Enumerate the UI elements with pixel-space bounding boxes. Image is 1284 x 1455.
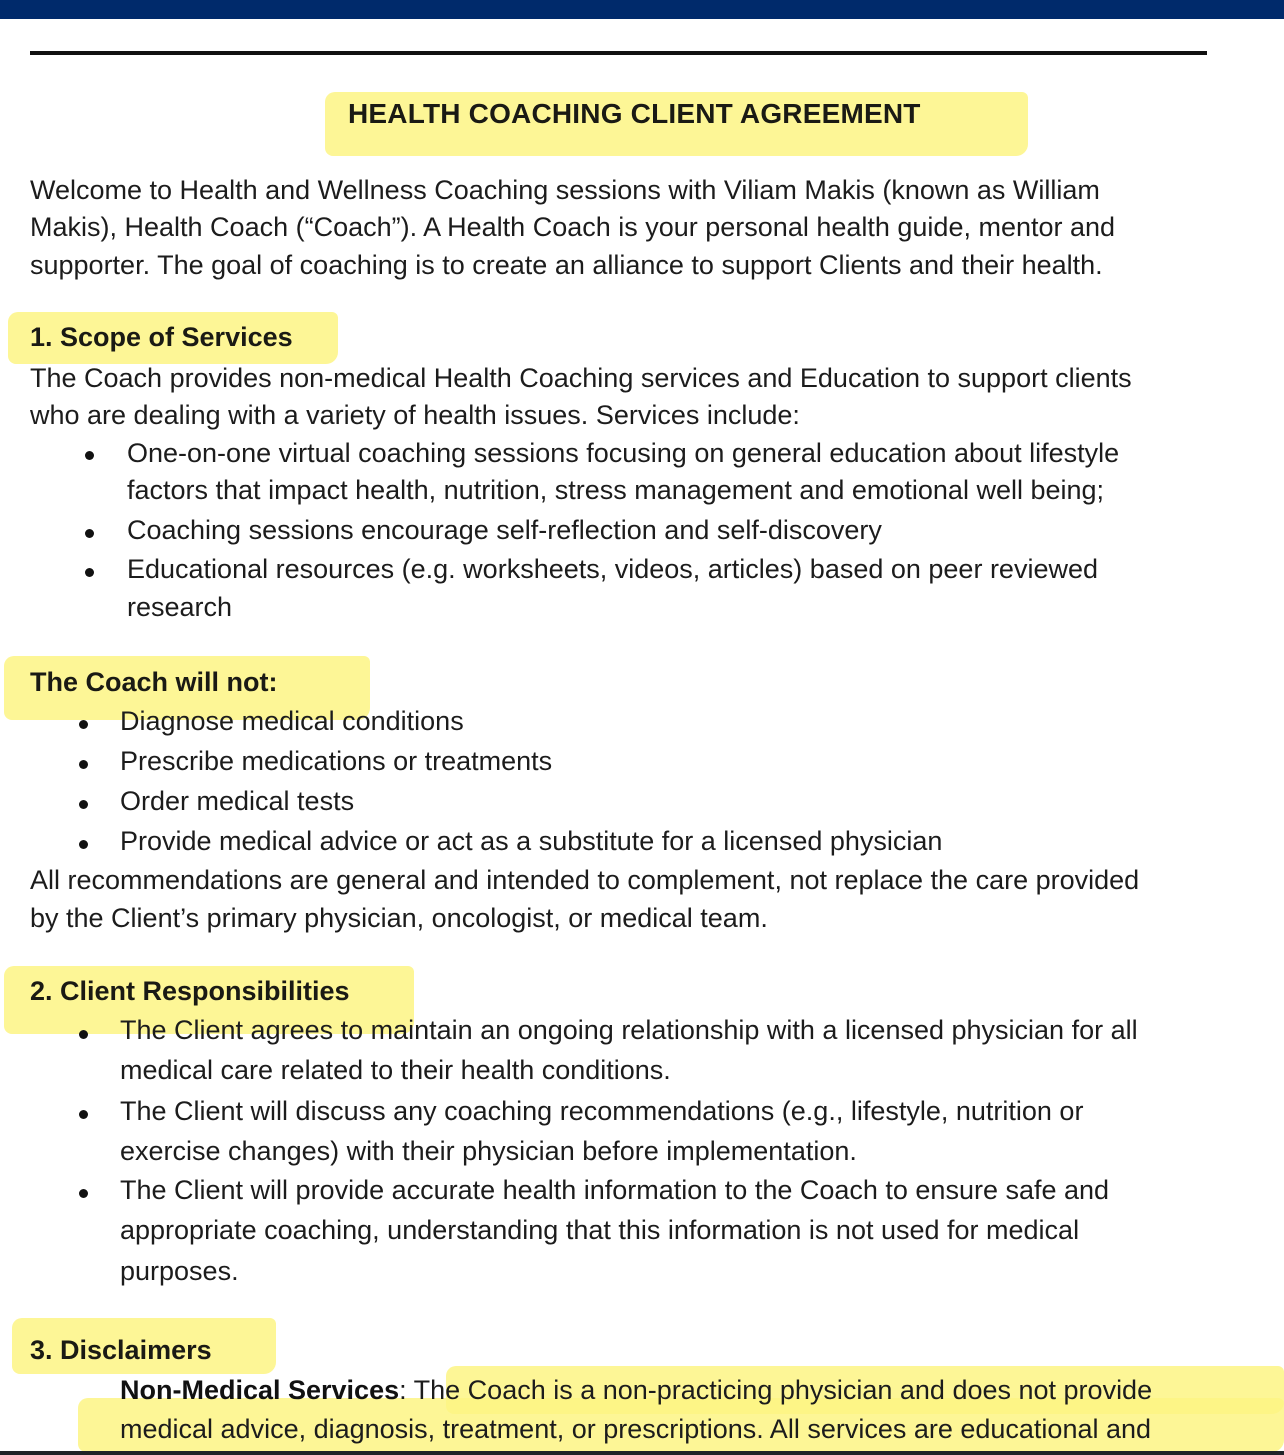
list-item-cont: research: [127, 592, 233, 622]
section-heading: 3. Disclaimers: [30, 1335, 212, 1365]
document-title: HEALTH COACHING CLIENT AGREEMENT: [348, 98, 921, 129]
intro-line: supporter. The goal of coaching is to create an alliance to support Clients and their health.: [30, 250, 1103, 280]
disclaimer-line: [120, 1375, 1152, 1406]
list-item-cont: purposes.: [120, 1256, 239, 1286]
list-item: Prescribe medications or treatments: [120, 746, 553, 776]
list-item: The Client will discuss any coaching recommendations (e.g., lifestyle, nutrition or: [120, 1096, 1084, 1126]
list-item: Educational resources (e.g. worksheets, videos, articles) based on peer reviewed: [127, 554, 1098, 584]
top-navy-bar: [0, 0, 1284, 19]
bullet-icon: [79, 1030, 88, 1039]
list-item-cont: factors that impact health, nutrition, stress management and emotional well being;: [127, 475, 1105, 505]
section-heading: 1. Scope of Services: [30, 322, 293, 352]
bullet-icon: [79, 800, 88, 809]
list-item-cont: medical care related to their health conditions.: [120, 1055, 671, 1085]
section1-body-line: The Coach provides non-medical Health Coaching services and Education to support clients: [30, 363, 1132, 393]
bullet-icon: [79, 840, 88, 849]
section1-body-line: who are dealing with a variety of health issues. Services include:: [30, 400, 800, 430]
list-item: Diagnose medical conditions: [120, 706, 464, 736]
disclaimer-label: Non-Medical Services: [120, 1375, 400, 1405]
bullet-icon: [79, 720, 88, 729]
section-heading: 2. Client Responsibilities: [30, 976, 350, 1006]
intro-line: Makis), Health Coach (“Coach”). A Health Coach is your personal health guide, mentor and: [30, 212, 1116, 242]
list-item-cont: appropriate coaching, understanding that this information is not used for medical: [120, 1215, 1080, 1245]
disclaimer-colon: :: [399, 1375, 407, 1405]
list-item: Order medical tests: [120, 786, 355, 816]
list-item: The Client will provide accurate health information to the Coach to ensure safe and: [120, 1175, 1110, 1205]
will-not-footer-line: by the Client’s primary physician, oncologist, or medical team.: [30, 903, 768, 933]
list-item: Provide medical advice or act as a substitute for a licensed physician: [120, 826, 943, 856]
list-item: One-on-one virtual coaching sessions focusing on general education about lifestyle: [127, 438, 1120, 468]
will-not-footer-line: All recommendations are general and intended to complement, not replace the care provided: [30, 865, 1140, 895]
bullet-icon: [79, 1189, 88, 1198]
bullet-icon: [85, 568, 94, 577]
bottom-dark-bar: [0, 1451, 1284, 1455]
disclaimer-line-cont: medical advice, diagnosis, treatment, or prescriptions. All services are educational and: [120, 1414, 1152, 1444]
bullet-icon: [85, 529, 94, 538]
section-heading: The Coach will not:: [30, 667, 278, 697]
list-item-cont: exercise changes) with their physician before implementation.: [120, 1136, 857, 1166]
intro-line: Welcome to Health and Wellness Coaching sessions with Viliam Makis (known as William: [30, 175, 1100, 205]
list-item: Coaching sessions encourage self-reflection and self-discovery: [127, 515, 882, 545]
bullet-icon: [85, 451, 94, 460]
horizontal-rule: [30, 51, 1207, 55]
disclaimer-text: The Coach is a non-practicing physician and does not provide: [406, 1375, 1153, 1405]
list-item: The Client agrees to maintain an ongoing relationship with a licensed physician for all: [120, 1015, 1138, 1045]
bullet-icon: [79, 1110, 88, 1119]
bullet-icon: [79, 760, 88, 769]
